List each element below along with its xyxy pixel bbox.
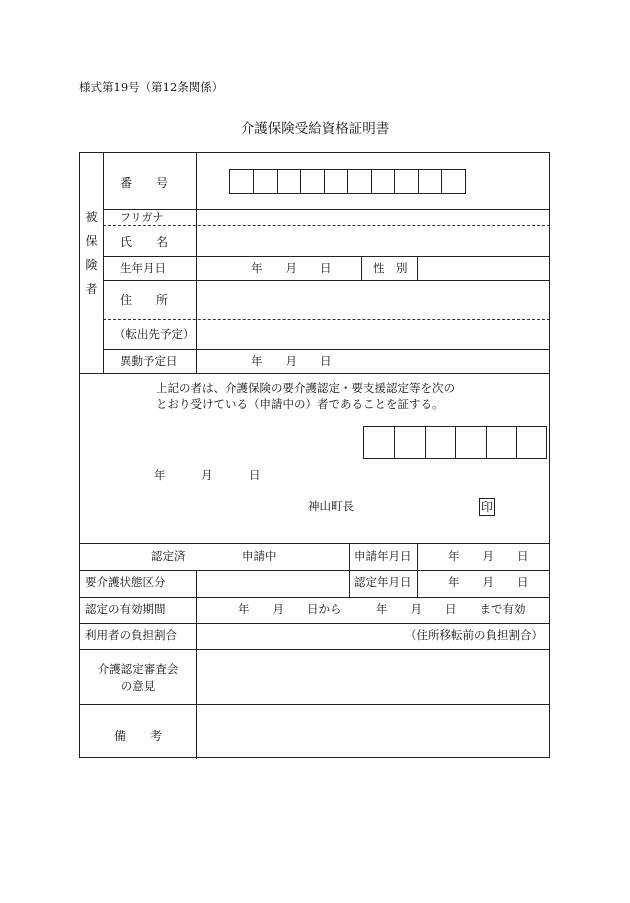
move-date-label: 異動予定日 xyxy=(120,354,178,368)
certification-statement-line2: とおり受けている（申請中の）者であることを証する。 xyxy=(156,397,444,411)
committee-opinion-label xyxy=(80,661,196,695)
name-label: 氏 名 xyxy=(120,235,169,249)
certification-statement-line1: 上記の者は、介護保険の要介護認定・要支援認定等を次の xyxy=(156,381,455,395)
validity-period-value[interactable]: 年 月 日から 年 月 日 まで有効 xyxy=(238,602,526,616)
application-date-label: 申請年月日 xyxy=(354,549,412,563)
issue-date-month: 月 xyxy=(201,468,213,482)
address-label: 住 所 xyxy=(120,293,169,307)
seal-mark: 印 xyxy=(480,500,493,514)
insured-number-boxes[interactable] xyxy=(229,169,466,194)
certification-date-label: 認定年月日 xyxy=(354,575,412,589)
gender-label: 性 別 xyxy=(373,261,408,275)
section-label-char: 者 xyxy=(85,282,98,296)
certification-date-value[interactable]: 年 月 日 xyxy=(448,575,529,589)
move-date-value[interactable]: 年 月 日 xyxy=(251,354,332,368)
issue-date-day: 日 xyxy=(249,468,261,482)
label-column-divider xyxy=(196,153,197,373)
applying-option[interactable]: 申請中 xyxy=(242,549,277,563)
insured-number-label: 番 号 xyxy=(120,176,169,190)
birthdate-value[interactable]: 年 月 日 xyxy=(251,261,332,275)
validity-period-label: 認定の有効期間 xyxy=(85,602,166,616)
document-title: 介護保険受給資格証明書 xyxy=(240,121,390,137)
insured-section-label xyxy=(80,205,103,301)
certified-option[interactable]: 認定済 xyxy=(151,549,186,563)
form-number: 様式第19号（第12条関係） xyxy=(79,80,224,94)
burden-ratio-note: （住所移転前の負担割合） xyxy=(405,628,543,642)
committee-opinion-line2: の意見 xyxy=(120,679,156,693)
committee-opinion-line1: 介護認定審査会 xyxy=(97,662,179,676)
certificate-form xyxy=(79,152,550,758)
section-label-char: 保 xyxy=(85,234,98,248)
certificate-number-boxes[interactable] xyxy=(363,426,547,459)
section-label-char: 被 xyxy=(85,210,98,224)
section-label-char: 険 xyxy=(85,258,98,272)
care-level-label: 要介護状態区分 xyxy=(85,575,166,589)
burden-ratio-label: 利用者の負担割合 xyxy=(85,628,177,642)
application-date-value[interactable]: 年 月 日 xyxy=(448,549,529,563)
issue-date-year: 年 xyxy=(154,468,166,482)
furigana-label: フリガナ xyxy=(120,211,164,224)
issuer-name: 神山町長 xyxy=(308,499,354,513)
remarks-label: 備 考 xyxy=(113,729,162,743)
forwarding-address-label: （転出先予定） xyxy=(114,327,195,341)
birthdate-label: 生年月日 xyxy=(120,261,166,275)
section-divider xyxy=(103,153,104,373)
